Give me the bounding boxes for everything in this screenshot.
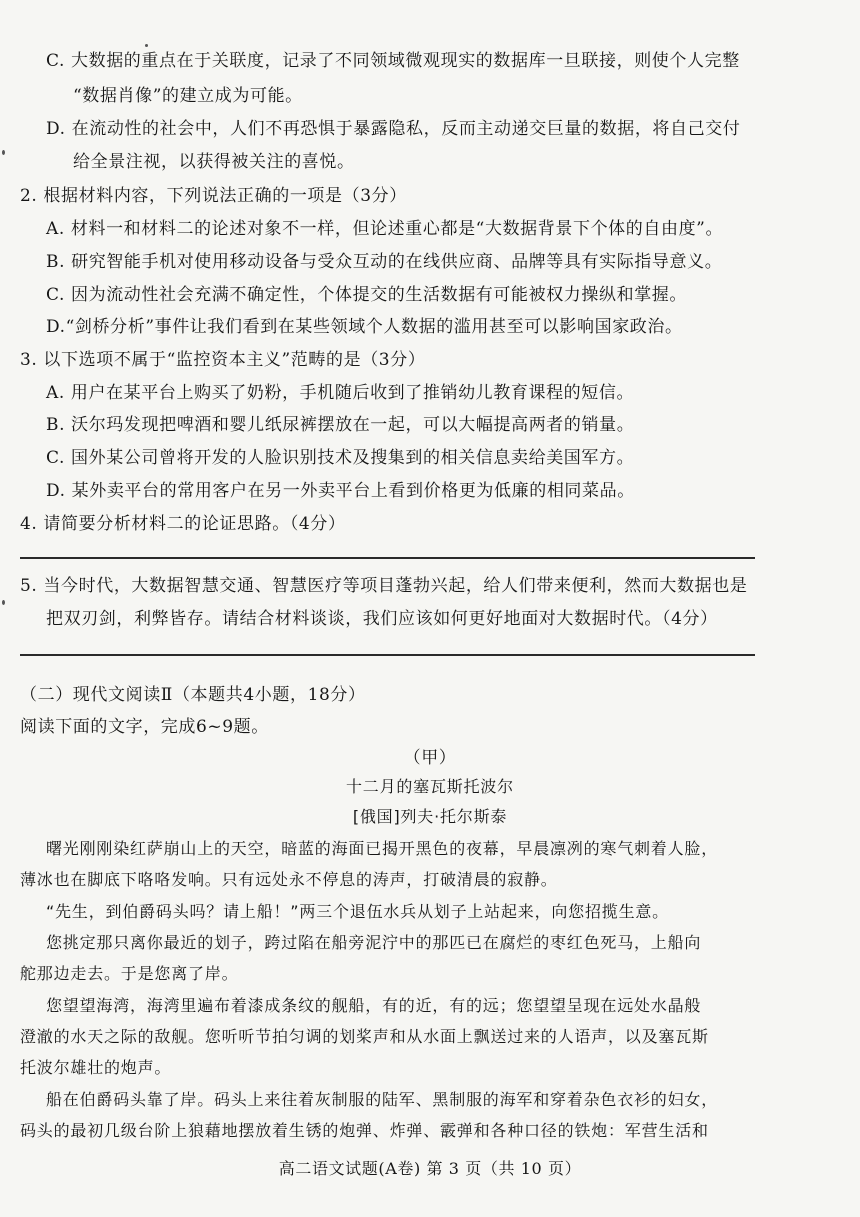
q3-option-a: A. 用户在某平台上购买了奶粉，手机随后收到了推销幼儿教育课程的短信。: [46, 383, 635, 403]
q3-option-d: D. 某外卖平台的常用客户在另一外卖平台上看到价格更为低廉的相同菜品。: [46, 481, 635, 501]
passage-line: 托波尔雄壮的炮声。: [20, 1058, 172, 1077]
passage-line: 船在伯爵码头靠了岸。码头上来往着灰制服的陆军、黑制服的海军和穿着杂色衣衫的妇女，: [46, 1090, 719, 1109]
q2-option-c: C. 因为流动性社会充满不确定性，个体提交的生活数据有可能被权力操纵和掌握。: [46, 285, 688, 305]
passage-line: “先生，到伯爵码头吗？请上船！”两三个退伍水兵从划子上站起来，向您招揽生意。: [46, 902, 669, 921]
passage-author: [俄国]列夫·托尔斯泰: [352, 807, 508, 826]
q3-stem: 3. 以下选项不属于“监控资本主义”范畴的是（3分）: [20, 350, 426, 370]
passage-line: 舵那边走去。于是您离了岸。: [20, 964, 239, 983]
q5-line2: 把双刃剑，利弊皆存。请结合材料谈谈，我们应该如何更好地面对大数据时代。（4分）: [46, 609, 718, 629]
q2-stem: 2. 根据材料内容，下列说法正确的一项是（3分）: [20, 186, 407, 206]
section2-heading: （二）现代文阅读Ⅱ（本题共4小题，18分）: [20, 685, 366, 705]
q2-option-b: B. 研究智能手机对使用移动设备与受众互动的在线供应商、品牌等具有实际指导意义。: [46, 252, 723, 272]
passage-line: 澄澈的水天之际的敌舰。您听听节拍匀调的划桨声和从水面上飘送过来的人语声，以及塞瓦斯: [20, 1027, 709, 1046]
section2-instruction: 阅读下面的文字，完成6~9题。: [20, 717, 269, 737]
scan-speck: [2, 600, 5, 605]
q1-option-d-line1: D. 在流动性的社会中，人们不再恐惧于暴露隐私，反而主动递交巨量的数据，将自己交付: [46, 119, 741, 139]
q1-option-c-line1: C. 大数据的重点在于关联度，记录了不同领域微观现实的数据库一旦联接，则使个人完整: [46, 51, 740, 71]
q4-stem: 4. 请简要分析材料二的论证思路。（4分）: [20, 514, 346, 534]
q3-option-c: C. 国外某公司曾将开发的人脸识别技术及搜集到的相关信息卖给美国军方。: [46, 448, 635, 468]
passage-line: 薄冰也在脚底下咯咯发响。只有远处永不停息的涛声，打破清晨的寂静。: [20, 870, 558, 889]
passage-line: 码头的最初几级台阶上狼藉地摆放着生锈的炮弹、炸弹、霰弹和各种口径的铁炮：军营生活和: [20, 1121, 709, 1140]
passage-title: 十二月的塞瓦斯托波尔: [345, 777, 514, 796]
q1-option-c-line2: “数据肖像”的建立成为可能。: [73, 86, 303, 106]
scan-speck: [145, 44, 148, 47]
q2-option-d: D.“剑桥分析”事件让我们看到在某些领域个人数据的滥用甚至可以影响国家政治。: [46, 317, 683, 337]
part-label: （甲）: [403, 748, 457, 768]
q3-option-b: B. 沃尔玛发现把啤酒和婴儿纸尿裤摆放在一起，可以大幅提高两者的销量。: [46, 415, 635, 435]
passage-line: 曙光刚刚染红萨崩山上的天空，暗蓝的海面已揭开黑色的夜幕，早晨凛冽的寒气刺着人脸，: [46, 839, 719, 858]
q2-option-a: A. 材料一和材料二的论述对象不一样，但论述重心都是“大数据背景下个体的自由度”。: [46, 219, 724, 239]
page-footer: 高二语文试题(A卷) 第 3 页（共 10 页）: [278, 1159, 582, 1178]
scan-speck: [2, 150, 5, 155]
q5-line1: 5. 当今时代，大数据智慧交通、智慧医疗等项目蓬勃兴起，给人们带来便利，然而大数据也是: [20, 576, 748, 596]
answer-line-q4: [20, 557, 755, 559]
passage-line: 您挑定那只离你最近的划子，跨过陷在船旁泥泞中的那匹已在腐烂的枣红色死马，上船向: [46, 933, 702, 952]
answer-line-q5: [20, 654, 755, 656]
q1-option-d-line2: 给全景注视，以获得被关注的喜悦。: [73, 152, 355, 172]
passage-line: 您望望海湾，海湾里遍布着漆成条纹的舰船，有的近，有的远；您望望呈现在远处水晶般: [46, 996, 702, 1015]
